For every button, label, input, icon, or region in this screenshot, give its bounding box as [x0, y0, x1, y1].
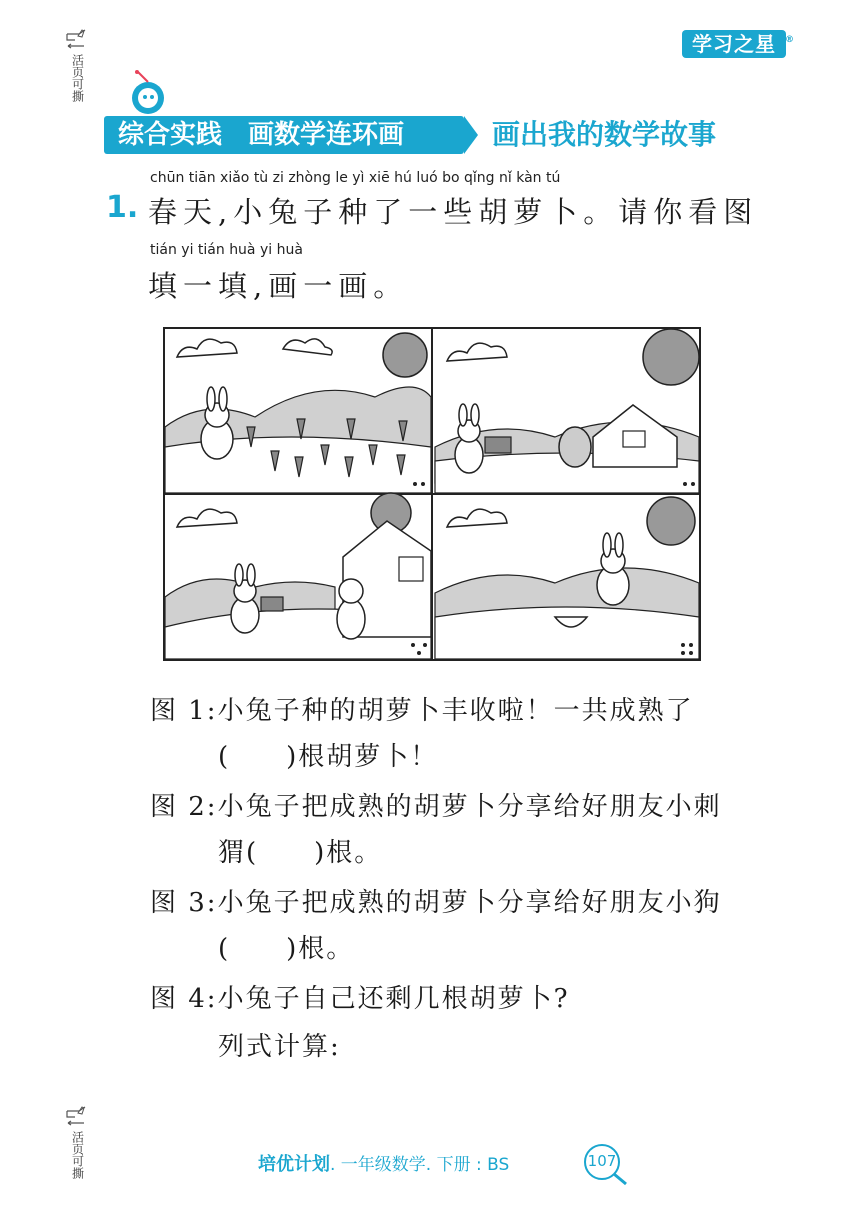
item-label: 图 1: [150, 696, 218, 726]
question-line-1: 春天,小兔子种了一些胡萝卜。请你看图 [148, 195, 759, 229]
brand-logo [682, 30, 795, 58]
footer-book: . 一年级数学. 下册 : BS [330, 1155, 510, 1175]
pinyin-line-2: tián yi tián huà yi huà [150, 242, 303, 258]
item-2 [150, 786, 722, 823]
item-1-answer: ( )根胡萝卜！ [218, 742, 439, 772]
scissors-hand-icon [64, 1105, 90, 1129]
item-label: 图 4: [150, 984, 218, 1014]
banner-subtitle: 画出我的数学故事 [492, 118, 717, 151]
question-number: 1. [106, 190, 139, 225]
brand-name: 学习之星 [692, 32, 776, 56]
tear-text: 活页可撕 [70, 1131, 85, 1179]
item-3-answer: ( )根。 [218, 934, 355, 964]
page-number [582, 1142, 632, 1192]
item-text: 小兔子把成熟的胡萝卜分享给好朋友小刺 [217, 792, 722, 822]
mascot-icon [128, 70, 168, 116]
item-1 [150, 690, 694, 727]
item-label: 图 3: [150, 888, 218, 918]
banner-title: 综合实践 画数学连环画 [104, 116, 464, 154]
item-2-answer: 猬( )根。 [218, 838, 383, 868]
item-text: 小兔子种的胡萝卜丰收啦！一共成熟了 [217, 696, 694, 726]
footer-text [258, 1150, 509, 1176]
item-text: 小兔子自己还剩几根胡萝卜? [217, 984, 570, 1014]
question-line-2: 填一填,画一画。 [148, 269, 409, 303]
item-4-calc: 列式计算: [218, 1032, 341, 1062]
item-4 [150, 978, 570, 1015]
banner-arrow [464, 116, 478, 154]
scissors-hand-icon [64, 28, 90, 52]
brand-reg: ® [785, 35, 795, 45]
footer-brand: 培优计划 [258, 1154, 330, 1175]
tear-label-bottom [62, 1105, 92, 1179]
item-text: 小兔子把成熟的胡萝卜分享给好朋友小狗 [217, 888, 722, 918]
item-label: 图 2: [150, 792, 218, 822]
comic-strip [163, 327, 701, 661]
tear-text: 活页可撕 [70, 54, 85, 102]
page-number-text: 107 [587, 1152, 617, 1170]
pinyin-line-1: chūn tiān xiǎo tù zi zhòng le yì xiē hú luó bo qǐng nǐ kàn tú [150, 170, 561, 186]
item-3 [150, 882, 722, 919]
tear-label-top [62, 28, 92, 102]
